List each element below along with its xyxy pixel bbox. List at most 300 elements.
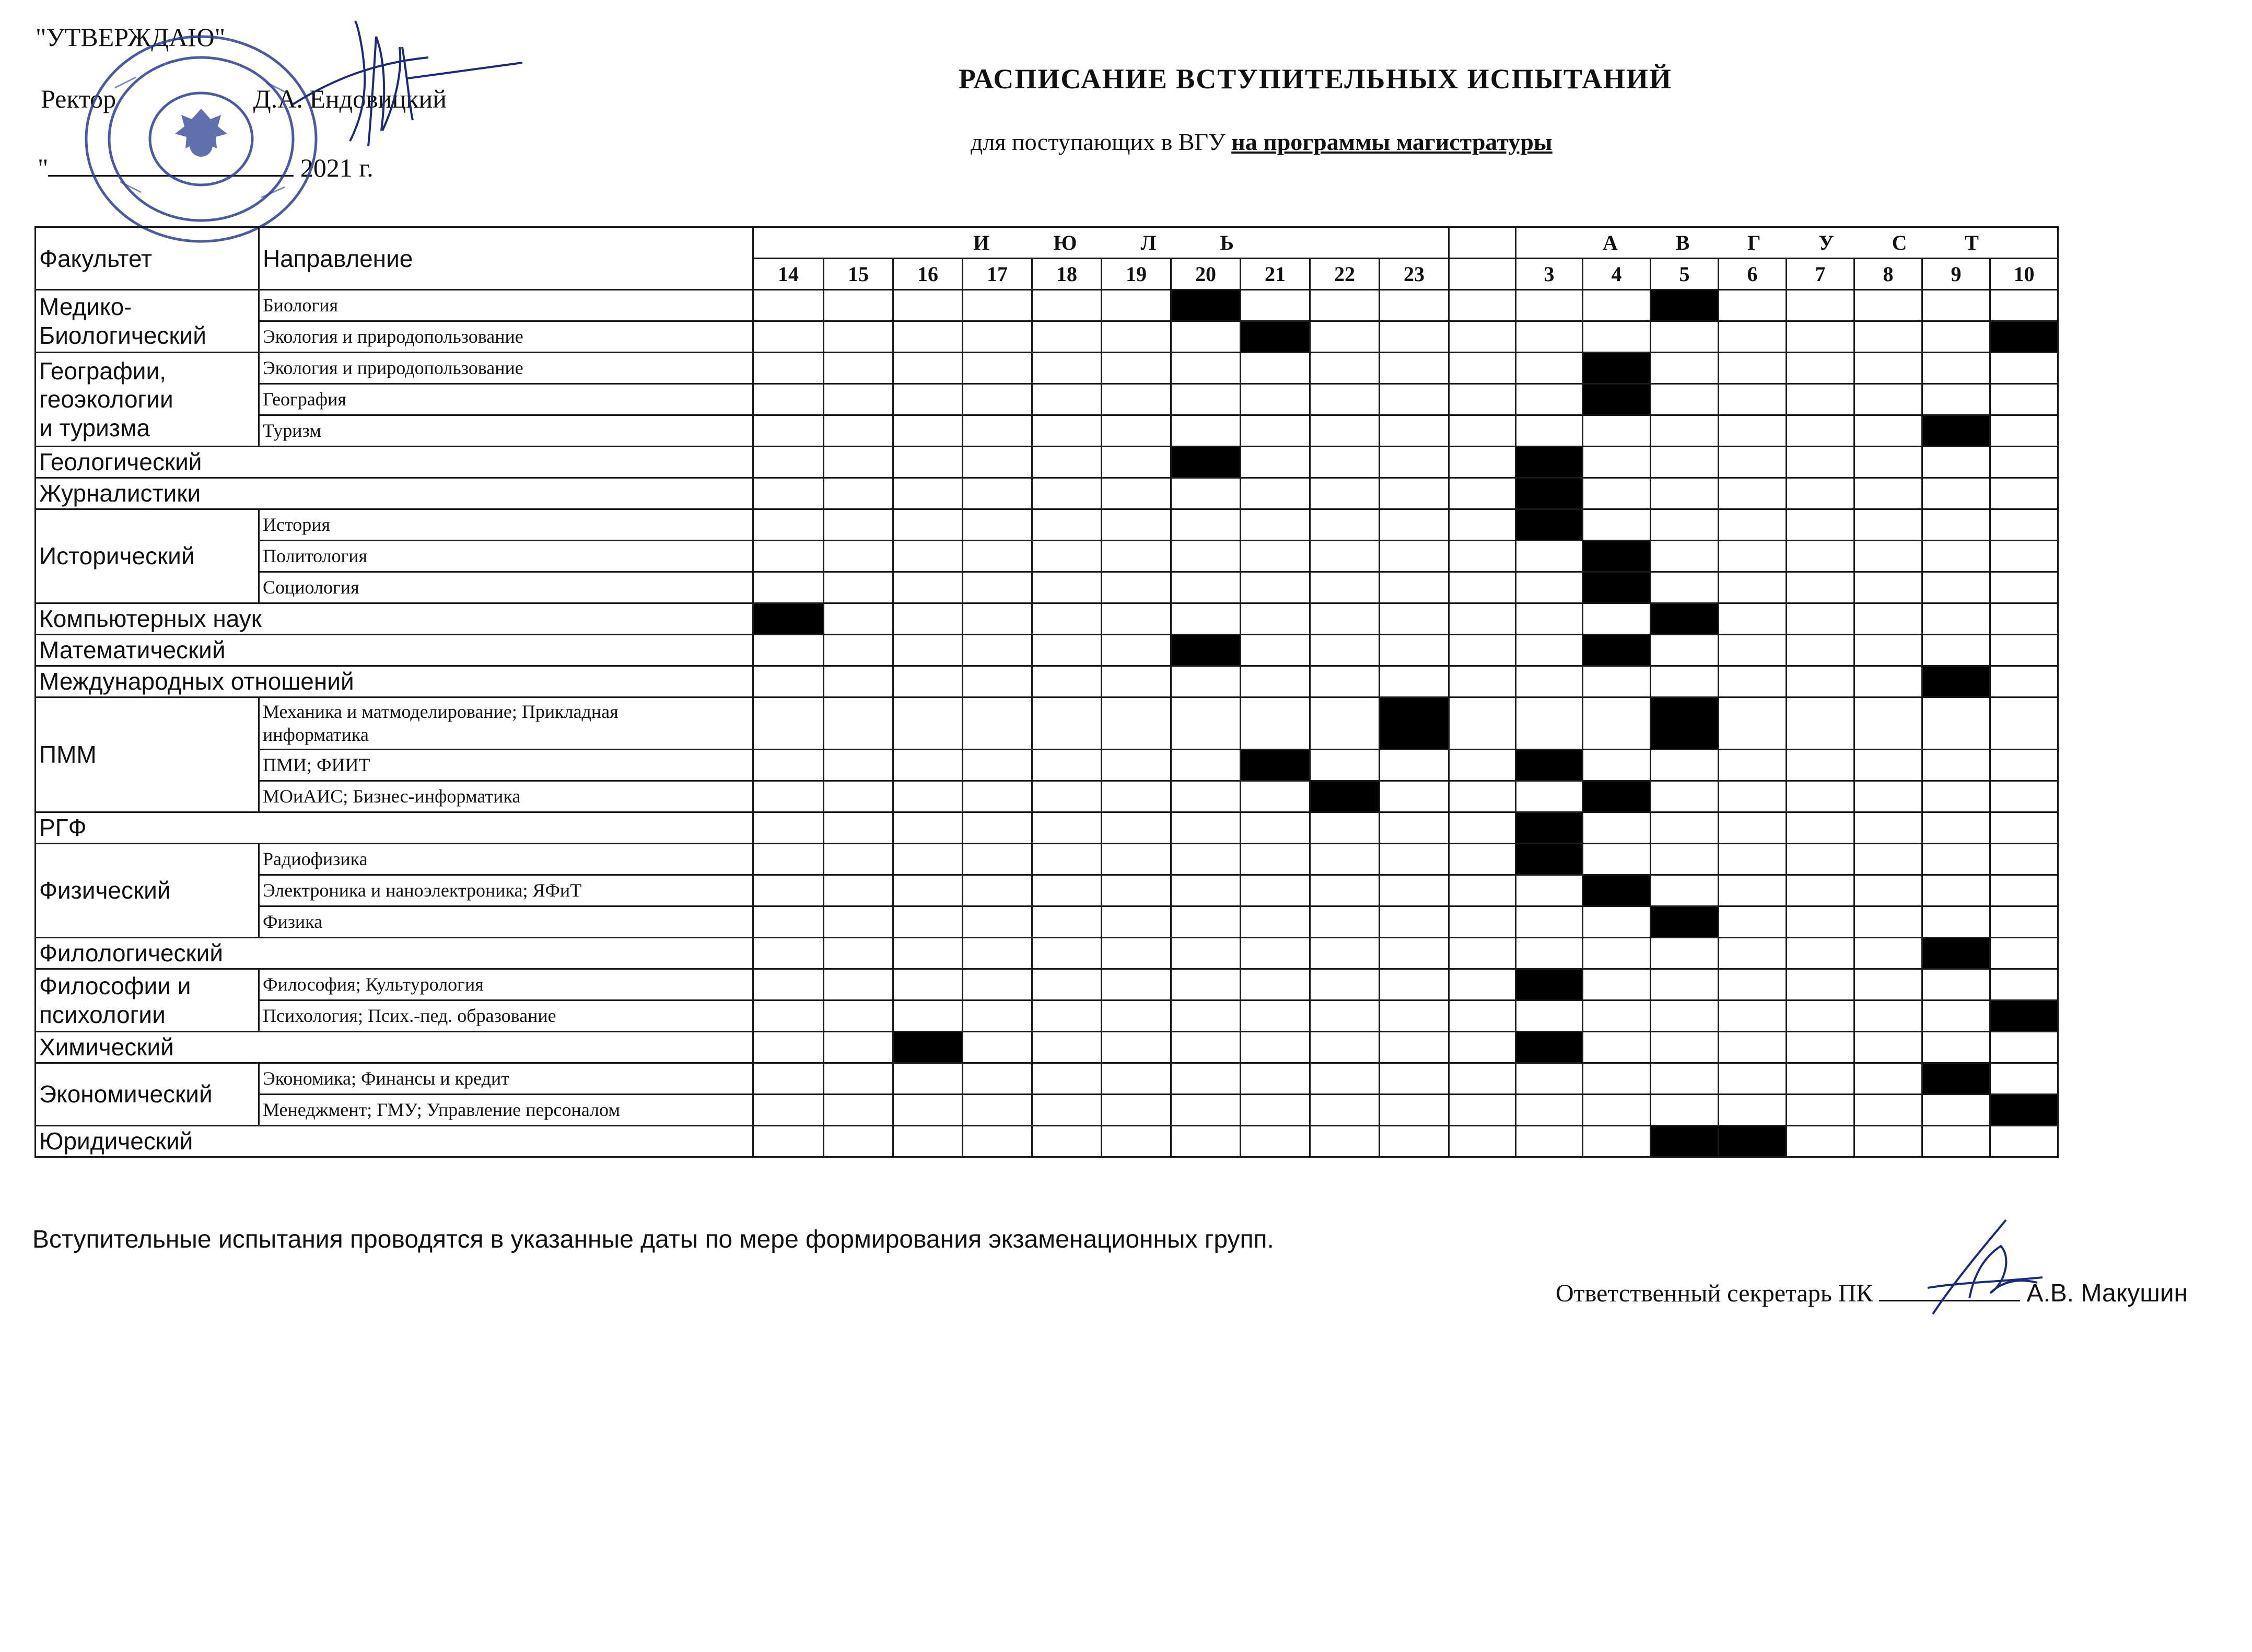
schedule-cell xyxy=(1719,969,1787,1000)
schedule-cell xyxy=(1241,572,1310,603)
schedule-cell xyxy=(1380,1095,1449,1126)
schedule-cell xyxy=(1516,1095,1583,1126)
schedule-cell xyxy=(1787,415,1854,447)
schedule-cell xyxy=(1719,844,1787,875)
schedule-cell xyxy=(1310,844,1380,875)
schedule-cell xyxy=(1787,781,1854,812)
schedule-cell xyxy=(1651,666,1719,697)
schedule-cell xyxy=(824,415,893,447)
subtitle-emphasis: на программы магистратуры xyxy=(1231,129,1553,155)
schedule-cell xyxy=(1854,697,1922,750)
schedule-cell xyxy=(1310,541,1380,572)
exam-day-mark xyxy=(1651,290,1719,321)
schedule-cell xyxy=(1102,321,1171,353)
schedule-cell xyxy=(1310,750,1380,781)
schedule-cell xyxy=(1854,290,1922,321)
schedule-cell xyxy=(1449,812,1516,844)
schedule-cell xyxy=(1449,1126,1516,1157)
schedule-cell xyxy=(1854,969,1922,1000)
schedule-cell xyxy=(1171,697,1241,750)
exam-day-mark xyxy=(753,603,824,635)
schedule-row xyxy=(36,906,2058,938)
schedule-cell xyxy=(1787,384,1854,415)
schedule-cell xyxy=(1719,750,1787,781)
exam-day-mark xyxy=(1380,697,1449,750)
schedule-cell xyxy=(1449,844,1516,875)
approval-heading: "УТВЕРЖДАЮ" xyxy=(36,22,226,52)
schedule-cell xyxy=(1241,1126,1310,1157)
schedule-cell xyxy=(1854,635,1922,666)
exam-day-mark xyxy=(1719,1126,1787,1157)
schedule-cell xyxy=(1990,447,2058,478)
schedule-cell xyxy=(1787,666,1854,697)
schedule-cell xyxy=(1854,572,1922,603)
schedule-cell xyxy=(1241,1095,1310,1126)
schedule-cell xyxy=(1241,415,1310,447)
schedule-cell xyxy=(893,969,963,1000)
schedule-cell xyxy=(1787,750,1854,781)
schedule-cell xyxy=(1241,635,1310,666)
schedule-cell xyxy=(1449,750,1516,781)
schedule-cell xyxy=(1651,447,1719,478)
schedule-cell xyxy=(1032,572,1102,603)
schedule-cell xyxy=(963,906,1032,938)
schedule-cell xyxy=(1241,290,1310,321)
schedule-cell xyxy=(1032,447,1102,478)
schedule-cell xyxy=(1516,415,1583,447)
month-gap xyxy=(1449,227,1516,259)
schedule-cell xyxy=(1719,697,1787,750)
schedule-cell xyxy=(1102,1126,1171,1157)
schedule-cell xyxy=(893,447,963,478)
schedule-cell xyxy=(1854,353,1922,384)
direction-name: Философия; Культурология xyxy=(259,969,753,1000)
schedule-cell xyxy=(1651,635,1719,666)
schedule-cell xyxy=(1583,812,1651,844)
schedule-row xyxy=(36,750,2058,781)
footer-note: Вступительные испытания проводятся в указанные даты по мере формирования экзаменационных групп. xyxy=(32,1226,1274,1253)
schedule-cell xyxy=(963,635,1032,666)
exam-day-mark xyxy=(1651,906,1719,938)
schedule-cell xyxy=(1651,1063,1719,1095)
schedule-cell xyxy=(824,938,893,969)
schedule-cell xyxy=(1922,1000,1990,1032)
schedule-cell xyxy=(963,321,1032,353)
faculty-name: Журналистики xyxy=(36,478,753,509)
schedule-cell xyxy=(1449,697,1516,750)
schedule-cell xyxy=(1922,812,1990,844)
schedule-cell xyxy=(1032,635,1102,666)
direction-name: Менеджмент; ГМУ; Управление персоналом xyxy=(259,1095,753,1126)
schedule-cell xyxy=(1310,290,1380,321)
schedule-cell xyxy=(1241,875,1310,906)
schedule-cell xyxy=(1922,844,1990,875)
month-august-letter: Г xyxy=(1747,231,1761,254)
rector-name: Д.А. Ендовицкий xyxy=(253,84,447,113)
schedule-cell xyxy=(1171,541,1241,572)
schedule-cell xyxy=(1032,1126,1102,1157)
schedule-cell xyxy=(1032,509,1102,541)
direction-name: Биология xyxy=(259,290,753,321)
schedule-cell xyxy=(753,1000,824,1032)
direction-column-header: Направление xyxy=(259,227,753,290)
schedule-cell xyxy=(963,603,1032,635)
day-header: 6 xyxy=(1719,259,1787,290)
schedule-cell xyxy=(1171,875,1241,906)
schedule-cell xyxy=(1583,666,1651,697)
schedule-cell xyxy=(1854,666,1922,697)
schedule-cell xyxy=(1310,415,1380,447)
schedule-cell xyxy=(1102,969,1171,1000)
schedule-cell xyxy=(1310,969,1380,1000)
schedule-cell xyxy=(1032,478,1102,509)
exam-day-mark xyxy=(1990,321,2058,353)
schedule-cell xyxy=(1449,353,1516,384)
schedule-cell xyxy=(963,447,1032,478)
schedule-row xyxy=(36,572,2058,603)
schedule-cell xyxy=(1310,697,1380,750)
schedule-cell xyxy=(1787,1095,1854,1126)
page-subtitle xyxy=(971,128,1553,156)
exam-day-mark xyxy=(1922,938,1990,969)
exam-day-mark xyxy=(893,1032,963,1063)
schedule-cell xyxy=(963,541,1032,572)
day-header: 20 xyxy=(1171,259,1241,290)
schedule-cell xyxy=(1449,666,1516,697)
month-july-letter: И xyxy=(973,231,990,254)
schedule-cell xyxy=(1583,1063,1651,1095)
schedule-cell xyxy=(824,1095,893,1126)
schedule-row xyxy=(36,1000,2058,1032)
schedule-cell xyxy=(1241,697,1310,750)
schedule-cell xyxy=(753,812,824,844)
schedule-cell xyxy=(753,875,824,906)
schedule-cell xyxy=(963,1032,1032,1063)
schedule-cell xyxy=(1854,844,1922,875)
schedule-cell xyxy=(1651,509,1719,541)
schedule-cell xyxy=(824,1126,893,1157)
schedule-cell xyxy=(1787,938,1854,969)
schedule-cell xyxy=(1719,447,1787,478)
direction-name: МОиАИС; Бизнес-информатика xyxy=(259,781,753,812)
schedule-cell xyxy=(893,478,963,509)
schedule-cell xyxy=(1583,509,1651,541)
schedule-cell xyxy=(753,384,824,415)
schedule-cell xyxy=(753,666,824,697)
schedule-cell xyxy=(1719,541,1787,572)
schedule-cell xyxy=(1032,1000,1102,1032)
schedule-cell xyxy=(1380,541,1449,572)
schedule-cell xyxy=(753,1063,824,1095)
exam-day-mark xyxy=(1516,509,1583,541)
schedule-cell xyxy=(1032,541,1102,572)
schedule-cell xyxy=(753,697,824,750)
schedule-cell xyxy=(893,1000,963,1032)
schedule-cell xyxy=(963,1126,1032,1157)
schedule-cell xyxy=(1449,906,1516,938)
schedule-cell xyxy=(1787,447,1854,478)
schedule-cell xyxy=(1102,384,1171,415)
schedule-cell xyxy=(1854,1000,1922,1032)
day-header: 3 xyxy=(1516,259,1583,290)
schedule-cell xyxy=(1241,906,1310,938)
schedule-row xyxy=(36,353,2058,384)
schedule-cell xyxy=(1380,447,1449,478)
schedule-cell xyxy=(1102,875,1171,906)
schedule-cell xyxy=(1449,875,1516,906)
schedule-cell xyxy=(1854,1063,1922,1095)
schedule-cell xyxy=(1922,781,1990,812)
schedule-row xyxy=(36,666,2058,697)
schedule-cell xyxy=(893,384,963,415)
schedule-cell xyxy=(963,812,1032,844)
schedule-cell xyxy=(1102,1032,1171,1063)
schedule-cell xyxy=(893,812,963,844)
schedule-cell xyxy=(753,1032,824,1063)
schedule-cell xyxy=(1310,875,1380,906)
schedule-cell xyxy=(1032,844,1102,875)
schedule-row xyxy=(36,509,2058,541)
schedule-cell xyxy=(1854,478,1922,509)
schedule-cell xyxy=(1651,938,1719,969)
schedule-cell xyxy=(1241,478,1310,509)
schedule-row xyxy=(36,1095,2058,1126)
month-july-letter: Ь xyxy=(1220,231,1234,254)
schedule-row xyxy=(36,541,2058,572)
direction-name: Радиофизика xyxy=(259,844,753,875)
schedule-cell xyxy=(1380,353,1449,384)
schedule-cell xyxy=(1787,1126,1854,1157)
schedule-cell xyxy=(1449,572,1516,603)
schedule-cell xyxy=(1102,750,1171,781)
day-header: 7 xyxy=(1787,259,1854,290)
schedule-cell xyxy=(1449,290,1516,321)
schedule-cell xyxy=(1651,1095,1719,1126)
schedule-cell xyxy=(1380,1032,1449,1063)
schedule-cell xyxy=(1380,1063,1449,1095)
exam-day-mark xyxy=(1583,572,1651,603)
direction-name: ПМИ; ФИИТ xyxy=(259,750,753,781)
rector-signature xyxy=(272,16,543,175)
exam-day-mark xyxy=(1516,844,1583,875)
day-header: 10 xyxy=(1990,259,2058,290)
schedule-cell xyxy=(1651,572,1719,603)
schedule-cell xyxy=(1719,290,1787,321)
schedule-cell xyxy=(1310,321,1380,353)
exam-day-mark xyxy=(1922,1063,1990,1095)
schedule-cell xyxy=(1854,906,1922,938)
schedule-cell xyxy=(1719,812,1787,844)
schedule-cell xyxy=(1990,781,2058,812)
direction-name: Физика xyxy=(259,906,753,938)
direction-name: История xyxy=(259,509,753,541)
exam-day-mark xyxy=(1516,812,1583,844)
faculty-name: Филологический xyxy=(36,938,753,969)
day-header: 17 xyxy=(963,259,1032,290)
schedule-cell xyxy=(1719,906,1787,938)
schedule-cell xyxy=(1583,1095,1651,1126)
schedule-cell xyxy=(1032,1032,1102,1063)
schedule-cell xyxy=(753,1126,824,1157)
schedule-cell xyxy=(1990,1063,2058,1095)
schedule-cell xyxy=(1922,1095,1990,1126)
schedule-cell xyxy=(1102,1000,1171,1032)
schedule-cell xyxy=(1310,906,1380,938)
schedule-cell xyxy=(893,1095,963,1126)
schedule-cell xyxy=(1651,1000,1719,1032)
schedule-cell xyxy=(963,1095,1032,1126)
schedule-cell xyxy=(893,290,963,321)
schedule-row xyxy=(36,635,2058,666)
schedule-cell xyxy=(1380,781,1449,812)
faculty-name: Физический xyxy=(36,844,259,938)
schedule-cell xyxy=(1990,812,2058,844)
schedule-cell xyxy=(1854,541,1922,572)
direction-name: Электроника и наноэлектроника; ЯФиТ xyxy=(259,875,753,906)
schedule-cell xyxy=(963,844,1032,875)
schedule-cell xyxy=(1787,906,1854,938)
exam-day-mark xyxy=(1171,635,1241,666)
schedule-cell xyxy=(1854,938,1922,969)
schedule-cell xyxy=(1787,321,1854,353)
schedule-cell xyxy=(963,875,1032,906)
schedule-cell xyxy=(824,572,893,603)
schedule-cell xyxy=(753,969,824,1000)
schedule-cell xyxy=(963,781,1032,812)
schedule-cell xyxy=(1516,290,1583,321)
schedule-cell xyxy=(1380,844,1449,875)
schedule-cell xyxy=(1990,697,2058,750)
schedule-cell xyxy=(1241,447,1310,478)
schedule-cell xyxy=(1719,1032,1787,1063)
schedule-cell xyxy=(753,635,824,666)
schedule-row xyxy=(36,844,2058,875)
exam-day-mark xyxy=(1651,1126,1719,1157)
schedule-row xyxy=(36,415,2058,447)
schedule-cell xyxy=(1651,1032,1719,1063)
schedule-cell xyxy=(824,1000,893,1032)
schedule-cell xyxy=(1171,812,1241,844)
schedule-cell xyxy=(1449,478,1516,509)
schedule-cell xyxy=(1449,969,1516,1000)
exam-day-mark xyxy=(1583,781,1651,812)
schedule-cell xyxy=(963,415,1032,447)
day-header: 4 xyxy=(1583,259,1651,290)
schedule-cell xyxy=(963,572,1032,603)
schedule-cell xyxy=(893,844,963,875)
schedule-cell xyxy=(1449,384,1516,415)
schedule-cell xyxy=(1854,1126,1922,1157)
exam-day-mark xyxy=(1651,697,1719,750)
schedule-cell xyxy=(1990,509,2058,541)
schedule-cell xyxy=(1032,415,1102,447)
table-header xyxy=(36,227,2058,290)
schedule-cell xyxy=(1102,781,1171,812)
schedule-cell xyxy=(1854,812,1922,844)
schedule-cell xyxy=(1854,321,1922,353)
schedule-cell xyxy=(1102,635,1171,666)
schedule-cell xyxy=(1854,415,1922,447)
schedule-cell xyxy=(1651,812,1719,844)
month-july xyxy=(753,227,1449,259)
schedule-cell xyxy=(1310,1032,1380,1063)
faculty-name: Математический xyxy=(36,635,753,666)
exam-day-mark xyxy=(1516,1032,1583,1063)
schedule-cell xyxy=(1922,1032,1990,1063)
schedule-cell xyxy=(1922,290,1990,321)
schedule-cell xyxy=(1032,384,1102,415)
schedule-cell xyxy=(1102,478,1171,509)
schedule-cell xyxy=(1854,1095,1922,1126)
direction-name: Экономика; Финансы и кредит xyxy=(259,1063,753,1095)
schedule-cell xyxy=(893,906,963,938)
schedule-cell xyxy=(1516,1063,1583,1095)
schedule-cell xyxy=(1651,353,1719,384)
schedule-cell xyxy=(1171,603,1241,635)
schedule-cell xyxy=(824,353,893,384)
schedule-cell xyxy=(893,635,963,666)
schedule-cell xyxy=(1241,384,1310,415)
schedule-cell xyxy=(1380,321,1449,353)
schedule-cell xyxy=(1380,478,1449,509)
schedule-cell xyxy=(824,750,893,781)
schedule-cell xyxy=(753,447,824,478)
schedule-cell xyxy=(1787,844,1854,875)
schedule-cell xyxy=(1449,1032,1516,1063)
schedule-cell xyxy=(1719,1063,1787,1095)
schedule-cell xyxy=(1922,697,1990,750)
schedule-cell xyxy=(1171,478,1241,509)
schedule-cell xyxy=(1583,447,1651,478)
schedule-cell xyxy=(1449,635,1516,666)
exam-day-mark xyxy=(1990,1000,2058,1032)
schedule-cell xyxy=(1787,1000,1854,1032)
schedule-cell xyxy=(753,572,824,603)
schedule-cell xyxy=(1241,1032,1310,1063)
schedule-cell xyxy=(824,321,893,353)
day-header: 5 xyxy=(1651,259,1719,290)
schedule-cell xyxy=(1990,635,2058,666)
schedule-cell xyxy=(1171,415,1241,447)
schedule-cell xyxy=(1102,666,1171,697)
schedule-cell xyxy=(1583,415,1651,447)
schedule-cell xyxy=(1449,781,1516,812)
schedule-cell xyxy=(1310,812,1380,844)
schedule-cell xyxy=(753,541,824,572)
schedule-cell xyxy=(963,938,1032,969)
schedule-cell xyxy=(1922,353,1990,384)
schedule-cell xyxy=(1171,781,1241,812)
schedule-cell xyxy=(1310,1095,1380,1126)
schedule-cell xyxy=(1583,906,1651,938)
schedule-cell xyxy=(1787,290,1854,321)
schedule-cell xyxy=(1719,478,1787,509)
schedule-cell xyxy=(1990,969,2058,1000)
schedule-cell xyxy=(1310,1063,1380,1095)
schedule-row xyxy=(36,812,2058,844)
schedule-cell xyxy=(1102,572,1171,603)
schedule-cell xyxy=(1449,603,1516,635)
schedule-row xyxy=(36,384,2058,415)
schedule-cell xyxy=(1651,541,1719,572)
schedule-cell xyxy=(1032,697,1102,750)
schedule-cell xyxy=(1990,290,2058,321)
schedule-cell xyxy=(1787,478,1854,509)
schedule-cell xyxy=(1787,1063,1854,1095)
schedule-cell xyxy=(1719,1095,1787,1126)
schedule-row xyxy=(36,478,2058,509)
secretary-label: Ответственный секретарь ПК xyxy=(1556,1279,1873,1307)
